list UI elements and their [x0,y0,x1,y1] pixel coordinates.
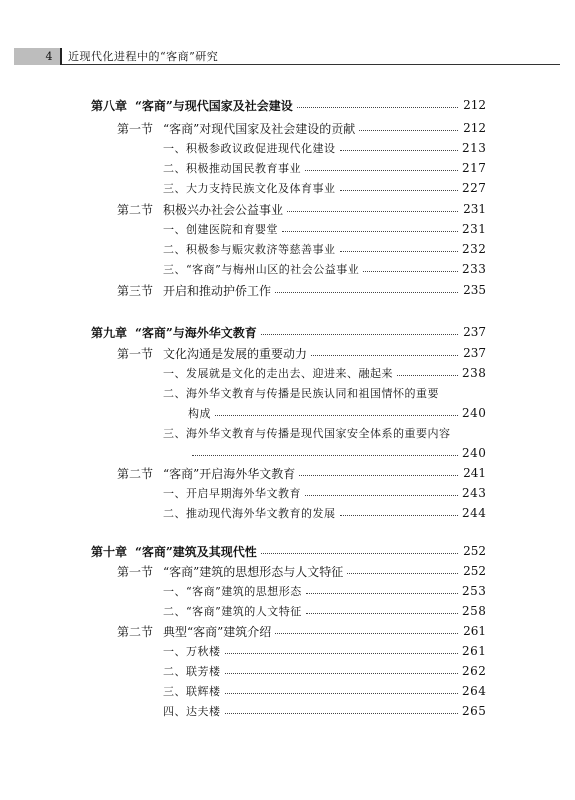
toc-item[interactable] [163,259,486,279]
page-ref: 241 [463,466,486,480]
dot-leader [261,333,458,335]
toc-item[interactable] [163,219,486,239]
dot-leader [340,514,459,516]
toc-item[interactable] [163,483,486,503]
item-title: 三、大力支持民族文化及体育事业 [163,182,336,195]
toc-item[interactable] [163,641,486,661]
dot-leader [225,692,459,694]
page-ref: 227 [462,181,487,195]
dot-leader [297,106,458,108]
item-title: 二、推动现代海外华文教育的发展 [163,507,336,520]
section-title: 积极兴办社会公益事业 [163,202,284,217]
dot-leader [347,572,458,574]
item-title: 四、达夫楼 [163,705,221,718]
dot-leader [192,454,458,456]
section-number: 第二节 [117,466,154,481]
item-title: 一、开启早期海外华文教育 [163,487,301,500]
item-title: 一、积极参政议政促进现代化建设 [163,142,336,155]
page-ref: 264 [462,684,487,698]
dot-leader [397,374,458,376]
toc-item[interactable] [163,581,486,601]
toc-item[interactable] [163,239,486,259]
running-header [14,48,560,65]
item-title: 二、联芳楼 [163,665,221,678]
page-ref: 238 [462,366,487,380]
page-ref: 237 [463,346,486,360]
dot-leader [225,652,459,654]
dot-leader [305,494,458,496]
dot-leader [363,270,458,272]
item-title: 二、“客商”建筑的人文特征 [163,605,302,618]
page-ref: 252 [463,544,486,558]
toc-item-first-line[interactable] [163,423,486,443]
page-ref: 253 [462,584,487,598]
dot-leader [299,474,458,476]
toc-section[interactable] [117,280,486,300]
page-ref: 237 [463,325,486,339]
chapter-number: 第八章 [91,98,128,113]
section-title: 典型“客商”建筑介绍 [163,624,272,639]
running-title: 近现代化进程中的“客商”研究 [68,50,219,63]
section-number: 第一节 [117,346,154,361]
dot-leader [282,230,458,232]
toc-section[interactable] [117,561,486,581]
toc-section[interactable] [117,463,486,483]
dot-leader [275,291,458,293]
section-title: 开启和推动护侨工作 [163,283,272,298]
section-number: 第一节 [117,121,154,136]
page-ref: 261 [462,644,487,658]
dot-leader [275,632,458,634]
chapter-title: “客商”与海外华文教育 [135,325,257,340]
page-ref: 213 [462,141,487,155]
item-title: 一、发展就是文化的走出去、迎进来、融起来 [163,367,393,380]
section-title: “客商”对现代国家及社会建设的贡献 [163,121,356,136]
page-ref: 261 [463,624,486,638]
item-title: 三、“客商”与梅州山区的社会公益事业 [163,263,360,276]
toc-chapter[interactable] [91,95,486,115]
page-ref: 212 [463,121,486,135]
dot-leader [359,129,458,131]
page-ref: 217 [462,161,487,175]
toc-chapter[interactable] [91,541,486,561]
toc-item[interactable] [163,158,486,178]
header-rule [62,64,560,65]
page-ref: 231 [462,222,487,236]
item-title: 三、海外华文教育与传播是现代国家安全体系的重要内容 [163,427,451,440]
toc-item-first-line[interactable] [163,383,486,403]
section-number: 第一节 [117,564,154,579]
page-ref: 212 [463,98,486,112]
item-title: 一、万秋楼 [163,645,221,658]
dot-leader [287,210,458,212]
dot-leader [215,414,458,416]
dot-leader [311,354,458,356]
item-title: 二、积极推动国民教育事业 [163,162,301,175]
toc-item[interactable] [163,138,486,158]
dot-leader [225,672,459,674]
page-ref: 232 [462,242,487,256]
page-ref: 243 [462,486,487,500]
page-ref: 231 [463,202,486,216]
page-ref: 265 [462,704,487,718]
item-title: 三、联辉楼 [163,685,221,698]
item-title-continued: 构成 [188,407,211,420]
section-title: 文化沟通是发展的重要动力 [163,346,308,361]
toc-item[interactable] [163,503,486,523]
page-ref: 240 [462,446,487,460]
chapter-title: “客商”建筑及其现代性 [135,544,257,559]
dot-leader [225,712,459,714]
toc-section[interactable] [117,199,486,219]
section-title: “客商”开启海外华文教育 [163,466,296,481]
dot-leader [261,552,458,554]
section-title: “客商”建筑的思想形态与人文特征 [163,564,344,579]
toc-item-continuation[interactable] [188,403,486,423]
toc-item[interactable] [163,661,486,681]
item-title: 二、积极参与赈灾救济等慈善事业 [163,243,336,256]
dot-leader [340,250,459,252]
section-number: 第三节 [117,283,154,298]
page-ref: 258 [462,604,487,618]
item-title: 二、海外华文教育与传播是民族认同和祖国情怀的重要 [163,387,439,400]
page-ref: 262 [462,664,487,678]
item-title: 一、“客商”建筑的思想形态 [163,585,302,598]
toc-item-continuation[interactable] [188,443,486,463]
page-number: 4 [45,50,53,63]
item-title: 一、创建医院和育婴堂 [163,223,278,236]
toc-section[interactable] [117,118,486,138]
page-ref: 244 [462,506,487,520]
page-ref: 240 [462,406,487,420]
toc-section[interactable] [117,621,486,641]
dot-leader [305,169,458,171]
page-ref: 235 [463,283,486,297]
dot-leader [340,149,459,151]
dot-leader [306,612,458,614]
toc-item[interactable] [163,178,486,198]
dot-leader [340,189,459,191]
toc-item[interactable] [163,701,486,721]
toc-item[interactable] [163,681,486,701]
dot-leader [306,592,458,594]
page-ref: 233 [462,262,487,276]
toc-section[interactable] [117,343,486,363]
page-ref: 252 [463,564,486,578]
toc-item[interactable] [163,601,486,621]
section-number: 第二节 [117,624,154,639]
section-number: 第二节 [117,202,154,217]
toc-item[interactable] [163,363,486,383]
chapter-title: “客商”与现代国家及社会建设 [135,98,293,113]
toc-chapter[interactable] [91,322,486,342]
header-divider [60,48,62,65]
chapter-number: 第十章 [91,544,128,559]
chapter-number: 第九章 [91,325,128,340]
